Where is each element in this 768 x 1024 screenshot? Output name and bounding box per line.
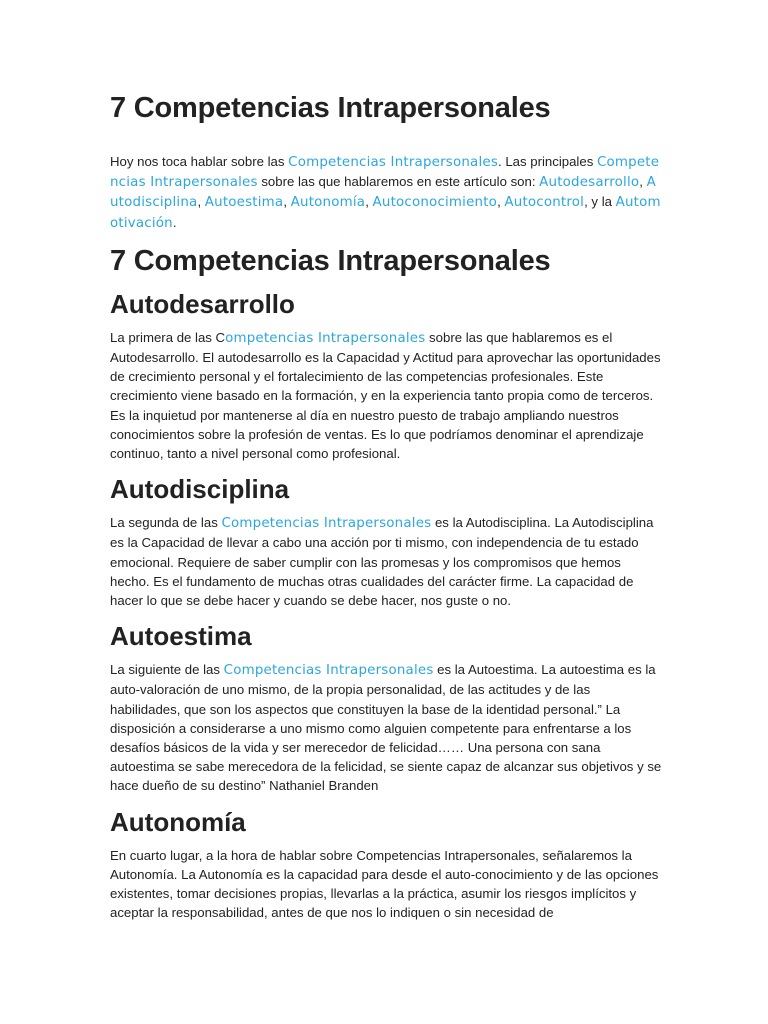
section-heading: Autodesarrollo [110,288,295,319]
intro-separator-last: , y la [584,194,616,210]
section-heading: Autonomía [110,806,246,837]
link-autoestima[interactable]: Autoestima [204,195,284,211]
section-autonomia [110,804,662,923]
intro-text-1: Hoy nos toca hablar sobre las [110,154,289,169]
article-subtitle: 7 Competencias Intrapersonales [110,244,551,277]
intro-paragraph [110,152,662,233]
link-competencias[interactable]: ompetencias Intrapersonales [225,330,426,346]
section-text-pre: La siguiente de las [110,662,224,678]
section-text-pre: En cuarto lugar, a la hora de hablar sobre Competencias Intrapersonales, señalaremos la Autonomía. La Autonomía es la capacidad para desde el auto-conocimiento y de las opciones existentes, tomar decisiones propias, llevarlas a la práctica, asumir los riesgos implícitos y aceptar la responsabilidad, antes de que nos lo indiquen o sin necesidad de [110,847,659,921]
link-competencias-2[interactable]: Competencias Intrapersonales [110,155,660,191]
article-title: 7 Competencias Intrapersonales [110,92,551,124]
link-autodisciplina[interactable]: Autodisciplina [110,175,656,211]
section-text-post: sobre las que hablaremos es el Autodesarrollo. El autodesarrollo es la Capacidad y Actitud para aprovechar las oportunidades de crecimiento personal y el fortalecimiento de las competencias profesionales. Este crecimiento viene basado en la formación, y en la experiencia tanto propia como de terceros. Es la inquietud por mantenerse al día en nuestro puesto de trabajo ampliando nuestros conocimientos sobre la profesión de ventas. Es lo que podríamos denominar el aprendizaje continuo, tanto a nivel personal como profesional. [110,329,661,462]
section-text-pre: La segunda de las [110,515,222,531]
intro-text-3: sobre las que hablaremos en este artículo son: [257,174,540,190]
link-competencias-1[interactable]: Competencias Intrapersonales [288,155,498,170]
section-paragraph [110,846,662,923]
section-autoestima [110,618,662,795]
intro-separator: , [283,194,291,210]
intro-separator: , [497,194,505,210]
section-paragraph [110,660,662,795]
link-competencias[interactable]: Competencias Intrapersonales [223,663,434,679]
section-text-post: es la Autodisciplina. La Autodisciplina es la Capacidad de llevar a cabo una acción por ti mismo, con independencia de tu estado emocional. Requiere de saber cumplir con las promesas y los compromisos que hemos hecho. Es el fundamento de muchas otras cualidades del carácter firme. La capacidad de hacer lo que se debe hacer y cuando se debe hacer, nos guste o no. [110,515,654,609]
section-heading: Autodisciplina [110,474,290,505]
intro-separator: , [197,194,205,210]
link-autodesarrollo[interactable]: Autodesarrollo [539,175,640,191]
link-autoconocimiento[interactable]: Autoconocimiento [372,195,498,211]
intro-end: . [172,214,177,230]
section-paragraph [110,328,662,463]
link-competencias[interactable]: Competencias Intrapersonales [221,516,432,532]
section-paragraph [110,513,662,610]
link-autocontrol[interactable]: Autocontrol [504,195,585,211]
section-text-post: es la Autoestima. La autoestima es la auto-valoración de uno mismo, de la propia personalidad, de las actitudes y de las habilidades, que son los aspectos que constituyen la base de la identidad personal.” La disposición a considerarse a uno mismo como alguien competente para enfrentarse a los desafíos básicos de la vida y ser merecedor de felicidad…… Una persona con sana autoestima se sabe merecedora de la felicidad, se siente capaz de alcanzar sus objetivos y se hace dueño de su destino” Nathaniel Branden [110,662,662,794]
section-autodisciplina [110,471,662,610]
intro-text-2: . Las principales [498,154,597,169]
intro-separator: , [365,194,373,210]
section-autodesarrollo [110,286,662,463]
link-automotivacion[interactable]: Automotivación [110,195,661,231]
article-body [110,88,662,930]
intro-separator: , [639,174,647,190]
link-autonomia[interactable]: Autonomía [290,195,366,211]
section-heading: Autoestima [110,621,252,652]
section-text-pre: La primera de las C [110,329,226,345]
